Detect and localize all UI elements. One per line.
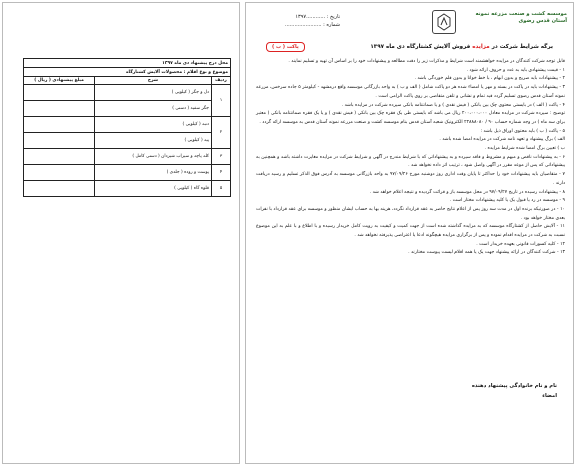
table-row (24, 133, 231, 149)
row-description: جگر سفید ( دستی ) (95, 101, 212, 117)
org-line-2: آستان قدس رضوی (518, 18, 567, 24)
row-description: پوست و روده ( جلدی ) (95, 165, 212, 181)
organization-name (476, 11, 567, 25)
table-row (24, 165, 231, 181)
condition-paragraph: ۱۲ - کلیه کسورات قانونی بعهده خریدار است . (476, 241, 565, 247)
row-number: ۱ (212, 85, 231, 117)
organization-logo-icon (432, 10, 456, 34)
price-input-cell[interactable] (24, 149, 95, 165)
condition-paragraph: ۷ - متقاضیان باید پیشنهادات خود را حداکثر تا پایان وقت اداری روز دوشنبه مورخ ۹۷/۰۹/۲۶ به واحد بازرگانی موسسه به آدرس فوق الذکر تسلیم و رسید دریافت دارند . (256, 172, 566, 186)
table-row (24, 101, 231, 117)
row-number: ۲ (212, 117, 231, 149)
conditions-page (245, 2, 574, 464)
document-title: برگه شرایط شرکت در مزایده فروش آلایش کشتارگاه دی ماه ۱۳۹۷ (370, 44, 553, 50)
condition-paragraph: ۱۱ - آلایش حاصل از کشتارگاه موسسه که به مزایده گذاشته شده است از جهت کمیت و کیفیت به رویت کامل خریدار رسیده و با اطلاع و با علم به این موضوع نسبت به شرکت در مزایده اقدام نموده و پس از برگزاری مزایده هیچگونه ادعا یا اعتراضی پذیرفته نخواهد شد . (256, 224, 565, 239)
condition-paragraph: ۲ - پیشنهادات باید صریح و بدون ابهام ، با خط خوانا و بدون قلم خوردگی باشد . (414, 76, 565, 82)
condition-paragraph: ۱۳ - شرکت کنندگان در ارائه پیشنهاد جهت یک یا همه اقلام لیست پیوست مختارند . (408, 250, 565, 256)
signature-label: امضاء (542, 393, 557, 399)
number-field: شماره : ....................... (284, 22, 340, 28)
table-row (24, 117, 231, 133)
price-input-cell[interactable] (24, 133, 95, 149)
document-header (246, 7, 573, 41)
condition-paragraph: ۱ - قیمت پیشنهادی باید به عدد و حروف ارائه شود . (466, 67, 565, 73)
conditions-body (256, 58, 565, 258)
condition-paragraph: ۶ - به پیشنهادات ناقص و مبهم و مشروط و فاقد سپرده و به پیشنهاداتی که با شرایط مندرج در آگهی و شرایط شرکت در مزایده مغایرت داشته باشد و همچنین به پیشنهاداتی که پس از موعد مقرر در آگهی واصل شود ، ترتیب اثر داده نخواهد شد . (256, 154, 565, 169)
bidder-name-label: نام و نام خانوادگی پیشنهاد دهنده (471, 383, 557, 389)
table-row (24, 181, 231, 197)
condition-paragraph: ۸ - پیشنهادات رسیده در تاریخ ۹۷/۰۹/۲۷ در محل موسسه باز و قرائت گردیده و نتیجه اعلام خواهد شد . (369, 189, 565, 195)
row-description: کله پاچه و سیراب شیردان ( دستی کامل ) (95, 149, 212, 165)
table-subject-row (24, 68, 231, 77)
signature-block (472, 381, 557, 401)
table-row (24, 149, 231, 165)
price-input-cell[interactable] (24, 85, 95, 101)
condition-paragraph: توضیح : سپرده شرکت در مزایده معادل ۲۰۰،۰۰۰،۰۰۰ ریال می باشد که بایستی طی یک فقره چک بین بانکی ( فیش نقدی ) و یا یک فقره ضمانتنامه بانکی ( معتبر برای سه ماه ) در وجه شماره حساب ۹۰ / ۲۲۸۸۸۰۸۰ الکترونیک شعبه آستان قدس بنام موسسه کشت و صنعت مزرعه نمونه آستان قدس به موسسه ارائه گردد . (256, 111, 565, 125)
row-description: دنبه ( کیلویی ) (95, 117, 212, 133)
date-field: تاریخ : ............۱۳۹۷ (295, 14, 340, 20)
condition-paragraph: الف ) برگ پیشنهاد و تعهد نامه شرکت در مزایده امضا شده باشد . (439, 137, 565, 143)
table-row (24, 85, 231, 101)
table-subject: موضوع و نوع اقلام : محصولات آلایش کشتارگاه (24, 68, 231, 77)
header-row-number: ردیف (212, 77, 231, 85)
price-input-cell[interactable] (24, 101, 95, 117)
table-caption: محل درج پیشنهاد دی ماه ۱۳۹۷ (24, 59, 231, 68)
document-meta (254, 13, 340, 29)
condition-paragraph: ۵ - پاکت ( ب ) باید محتوی اوراق ذیل باشد : (480, 128, 565, 134)
condition-paragraph: ۴ - پاکت ( الف ) در بایستی محتوی چک بین بانکی ( فیش نقدی ) و یا ضمانتنامه بانکی سپرده شرکت در مزایده باشد . (341, 102, 565, 108)
row-number: ۳ (212, 149, 231, 165)
price-input-cell[interactable] (24, 165, 95, 181)
envelope-badge: پاکت ( ب ) (266, 42, 305, 52)
org-line-1: موسسه کشت و صنعت مزرعه نمونه (475, 11, 567, 17)
condition-paragraph: ۹ - موسسه در رد یا قبول یک یا کلیه پیشنهادات مختار است . (449, 198, 565, 204)
row-description: پیه ( کیلویی ) (95, 133, 212, 149)
header-description: شرح (95, 77, 212, 85)
condition-paragraph: ۳ - پیشنهادات باید در پاکت در بسته و مهر یا امضاء شده هر دو پاکت شامل ( الف و ب ) به واحد بازرگانی موسسه واقع درمشهد - کیلومتر ۵ جاده سرخس، مزرعه نمونه آستان قدس رضوی تسلیم گردد قید تمام و نشانی و تلفن متقاضی بر روی پاکت الزامی است . (256, 85, 565, 99)
condition-paragraph: ب ) تعیین برگ امضا شده شرایط مزایده . (484, 146, 565, 152)
row-description: دل و جگر ( کیلویی ) (95, 85, 212, 101)
bid-table (23, 58, 231, 197)
condition-paragraph: ۱۰ - در صورتیکه برنده اول در مدت سه روز پس از اعلام نتایج حاضر به عقد قرارداد نگردد، هزینه بها به حساب ایشان منظور و موسسه برای عقد قرارداد با نفرات بعدی مختار خواهد بود . (256, 206, 565, 221)
price-input-cell[interactable] (24, 117, 95, 133)
table-header-row (24, 77, 231, 85)
bid-table-page (2, 2, 240, 464)
condition-paragraph: قابل توجه شرکت کنندگان در مزایده خواهشمند است شرایط و مذکرات زیر را دقت مطالعه و پیشنهادات خود را بر اساس آن تهیه و تسلیم نمایند . (288, 59, 565, 64)
row-number: ۴ (212, 165, 231, 181)
row-number: ۵ (212, 181, 231, 197)
table-caption-row (24, 59, 231, 68)
row-description: قلوه گاه ( کیلویی ) (95, 181, 212, 197)
header-price: مبلغ پیشنهادی ( ریال ) (24, 77, 95, 85)
price-input-cell[interactable] (24, 181, 95, 197)
